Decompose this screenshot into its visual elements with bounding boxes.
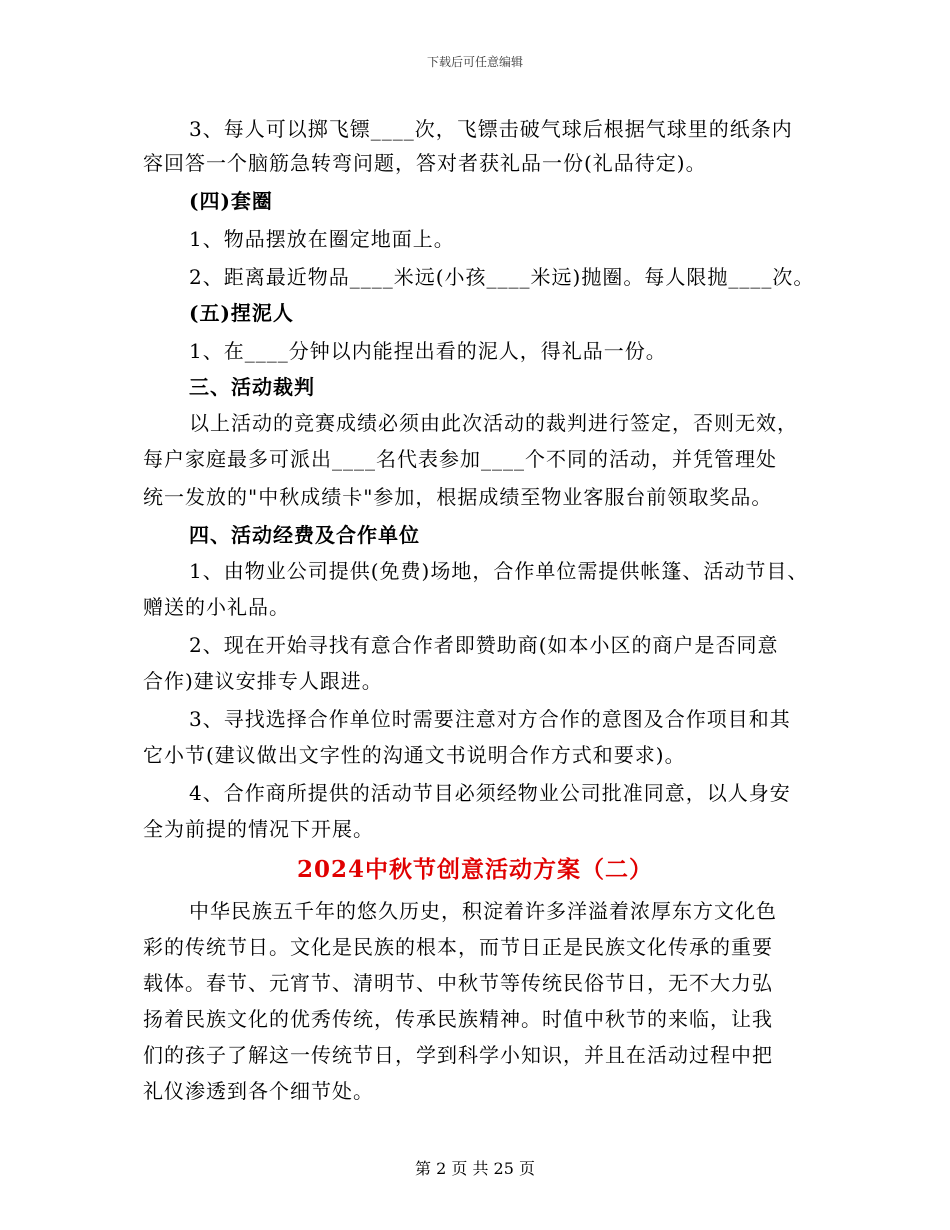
paragraph-line: 1、在____分钟以内能捏出看的泥人，得礼品一份。 [189,339,667,363]
section-heading: (五)捏泥人 [189,301,294,325]
paragraph-line: 赠送的小礼品。 [143,595,290,619]
intro-line: 礼仪渗透到各个细节处。 [143,1079,374,1103]
paragraph-line: 3、每人可以掷飞镖____次，飞镖击破气球后根据气球里的纸条内 [189,117,793,141]
paragraph-line: 全为前提的情况下开展。 [143,817,374,841]
section-heading: 四、活动经费及合作单位 [189,523,420,547]
paragraph-line: 容回答一个脑筋急转弯问题，答对者获礼品一份(礼品待定)。 [143,151,707,175]
intro-line: 中华民族五千年的悠久历史，积淀着许多洋溢着浓厚东方文化色 [189,899,777,923]
intro-line: 载体。春节、元宵节、清明节、中秋节等传统民俗节日，无不大力弘 [143,971,773,995]
section-heading: 三、活动裁判 [189,375,315,399]
header-note: 下载后可任意编辑 [426,55,523,69]
paragraph-line: 4、合作商所提供的活动节目必须经物业公司批准同意，以人身安 [189,781,791,805]
paragraph-line: 合作)建议安排专人跟进。 [143,669,383,693]
paragraph-line: 3、寻找选择合作单位时需要注意对方合作的意图及合作项目和其 [189,707,791,731]
intro-line: 扬着民族文化的优秀传统，传承民族精神。时值中秋节的来临，让我 [143,1007,773,1031]
intro-line: 彩的传统节日。文化是民族的根本，而节日正是民族文化传承的重要 [143,935,773,959]
page-number: 第 2 页 共 25 页 [415,1159,535,1178]
paragraph-line: 2、现在开始寻找有意合作者即赞助商(如本小区的商户是否同意 [189,633,779,657]
paragraph-line: 它小节(建议做出文字性的沟通文书说明合作方式和要求)。 [143,743,686,767]
paragraph-line: 1、物品摆放在圈定地面上。 [189,227,455,251]
paragraph-line: 1、由物业公司提供(免费)场地，合作单位需提供帐篷、活动节目、 [189,559,809,583]
intro-line: 们的孩子了解这一传统节日，学到科学小知识，并且在活动过程中把 [143,1043,773,1067]
document-title: 2024中秋节创意活动方案（二） [296,856,653,883]
paragraph-line: 每户家庭最多可派出____名代表参加____个不同的活动，并凭管理处 [143,447,777,471]
paragraph-line: 以上活动的竞赛成绩必须由此次活动的裁判进行签定，否则无效， [189,411,798,435]
section-heading: (四)套圈 [189,189,273,213]
paragraph-line: 统一发放的"中秋成绩卡"参加，根据成绩至物业客服台前领取奖品。 [143,485,773,509]
paragraph-line: 2、距离最近物品____米远(小孩____米远)抛圈。每人限抛____次。 [189,265,815,289]
